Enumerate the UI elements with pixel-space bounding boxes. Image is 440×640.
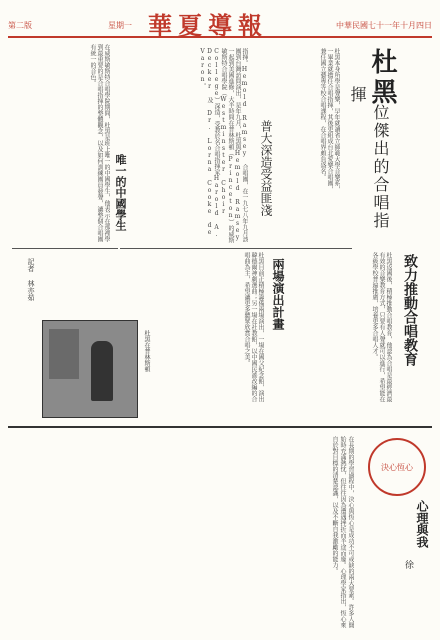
issue-day: 星期一 xyxy=(108,21,132,30)
student-body: 在威斯敏斯特合唱學院期間，杜黑是班上唯一的中國學生，他表示在那裡學到最重要的是合唱指揮的整體觀念，以及如何訓練團員發聲，讓整個合唱團有統一的音色。 xyxy=(89,44,110,242)
divider-bottom xyxy=(8,426,432,428)
main-title-top: 杜黑 xyxy=(367,48,397,108)
side-title: 致力推動合唱教育 xyxy=(402,254,418,366)
byline: 記者 林亦茹 xyxy=(27,258,35,301)
issue-date: 中華民國七十一年十月四日 xyxy=(336,21,432,30)
main-body-right: 杜黑本身所學是聲樂，早年就讀省立師範大學音樂系，一畢業就擔任合唱指揮，其後更組成台北愛樂合唱團，兼任國立藝專等校合唱課程，在合唱界頗負盛名。 xyxy=(319,48,340,192)
column-author: 徐 xyxy=(403,560,413,569)
student-title: 唯一的中國學生 xyxy=(114,154,127,231)
page-header xyxy=(8,6,432,38)
two-body: 杜黑目前正積極籌備兩場演出，一場在國父紀念館，演出韓德爾神劇選曲；另一場在社教館，以中國民謠改編的合唱曲為主，希望讓更多聽眾欣賞合唱之美。 xyxy=(243,252,264,402)
main-body-left: 指揮。Hemold Ramsey 合唱團，在一九七八年九月該團到台灣訪問演出，是年九月，杜黑與Hemold Ramsey 一起到美國進修，大半時間在普林斯頓（Princeton）的威斯敏斯特合唱學院（Westminster Choir College）深造，受教於名合唱指揮家Harold A. Decker 及 Dr. Lorna Cooke de Varon。 xyxy=(199,48,248,243)
column-logo-badge xyxy=(368,438,426,496)
masthead: 華夏導報 xyxy=(148,11,268,40)
photo-caption: 杜黑在普林斯頓 xyxy=(143,330,150,372)
column-body: 在長期的學習過程中，決心與恆心是成功不可或缺的兩大要素。許多人開始時充滿熱忱，但往往因為遭遇挫折而半途而廢。心理學家指出，恆心來自於對目標的清楚認識，以及不斷自我激勵的能力。 xyxy=(331,436,354,628)
divider-main xyxy=(120,248,352,249)
page-number: 第二版 xyxy=(8,21,32,30)
column-badge-text: 決心恆心 xyxy=(381,462,413,472)
column-title: 心理與我 xyxy=(415,500,429,548)
main-title: 一位傑出的合唱指揮 xyxy=(348,86,390,230)
two-title: 兩場演出計畫 xyxy=(271,258,285,330)
portrait-photo xyxy=(42,320,138,418)
side-body: 杜黑返國後，積極推動合唱教育，他認為合唱是最經濟最有效的音樂教育方式，只要有人聲就可以進行，希望能在各級學校普遍推廣，培養更多合唱人才。 xyxy=(371,252,392,402)
person-figure xyxy=(91,341,113,401)
divider-left xyxy=(12,248,118,249)
building-shape xyxy=(49,329,79,379)
main-subtitle: 普大深造受益匪淺 xyxy=(259,120,273,216)
